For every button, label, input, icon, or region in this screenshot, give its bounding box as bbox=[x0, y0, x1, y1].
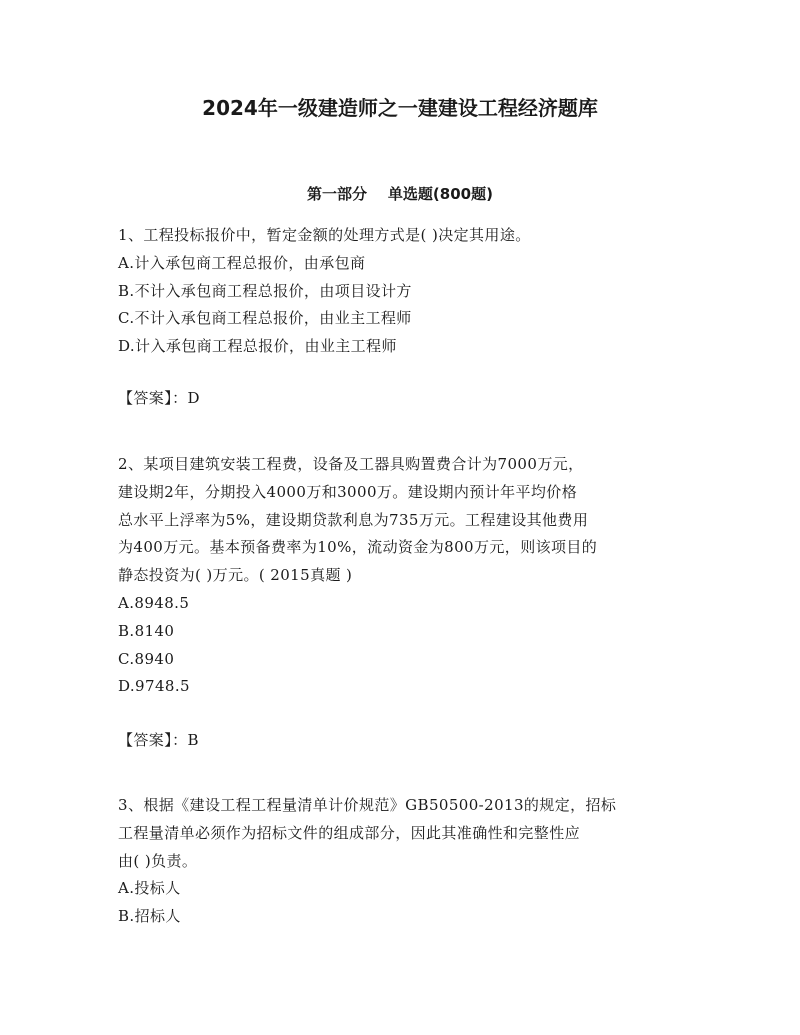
document-title: 2024年一级建造师之一建建设工程经济题库 bbox=[202, 96, 598, 120]
question-1 bbox=[118, 222, 688, 361]
answer-1: 【答案】：D bbox=[118, 389, 200, 407]
option-a: A.8948.5 bbox=[118, 593, 190, 612]
question-stem-line: 1、工程投标报价中，暂定金额的处理方式是( )决定其用途。 bbox=[118, 226, 531, 244]
question-stem-line: 由( )负责。 bbox=[118, 851, 198, 870]
option-b: B.招标人 bbox=[118, 907, 181, 926]
answer-2: 【答案】：B bbox=[118, 731, 199, 749]
question-3 bbox=[118, 792, 688, 931]
question-stem-line: 2、某项目建筑安装工程费，设备及工器具购置费合计为7000万元， bbox=[118, 455, 584, 473]
option-b: B.8140 bbox=[118, 621, 175, 640]
option-a: A.投标人 bbox=[118, 879, 181, 898]
question-stem-line: 工程量清单必须作为招标文件的组成部分，因此其准确性和完整性应 bbox=[118, 823, 581, 842]
option-b: B.不计入承包商工程总报价，由项目设计方 bbox=[118, 281, 412, 300]
question-stem-line: 为400万元。基本预备费率为10%，流动资金为800万元，则该项目的 bbox=[118, 538, 598, 557]
option-d: D.计入承包商工程总报价，由业主工程师 bbox=[118, 337, 397, 356]
section-title: 第一部分 单选题(800题) bbox=[307, 185, 493, 203]
question-stem-line: 总水平上浮率为5%，建设期贷款利息为735万元。工程建设其他费用 bbox=[118, 510, 589, 529]
option-c: C.8940 bbox=[118, 649, 175, 668]
option-d: D.9748.5 bbox=[118, 677, 190, 696]
question-2 bbox=[118, 451, 688, 701]
question-stem-line: 静态投资为( )万元。( 2015真题 ) bbox=[118, 566, 353, 585]
question-stem-line: 3、根据《建设工程工程量清单计价规范》GB50500-2013的规定，招标 bbox=[118, 796, 617, 814]
option-c: C.不计入承包商工程总报价，由业主工程师 bbox=[118, 309, 412, 328]
question-stem-line: 建设期2年，分期投入4000万和3000万。建设期内预计年平均价格 bbox=[118, 482, 578, 501]
option-a: A.计入承包商工程总报价，由承包商 bbox=[118, 253, 366, 272]
